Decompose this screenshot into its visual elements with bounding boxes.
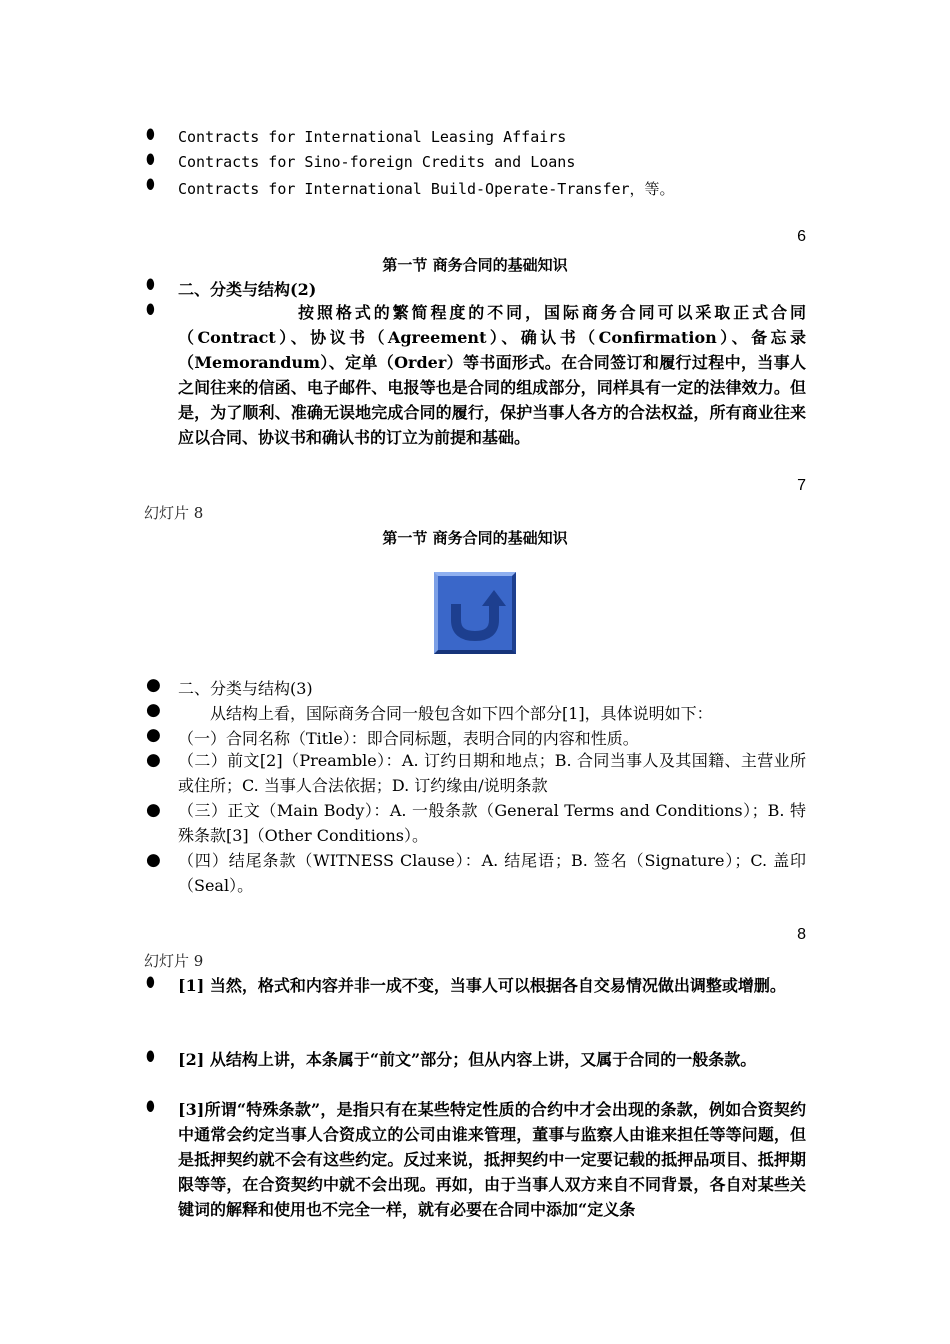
list-item: Contracts for Sino-foreign Credits and Loans xyxy=(178,153,576,171)
bullet: ⬮ xyxy=(146,302,155,318)
list-item: Contracts for International Leasing Affairs xyxy=(178,128,567,146)
bullet: ⬮ xyxy=(146,177,155,193)
list-item: 从结构上看，国际商务合同一般包含如下四个部分[1]，具体说明如下： xyxy=(210,704,713,723)
bullet: ● xyxy=(146,850,161,870)
list-item: （二）前文[2]（Preamble）：A. 订约日期和地点；B. 合同当事人及其国籍、主营业所或住所；C. 当事人合法依据；D. 订约缘由/说明条款 xyxy=(178,751,806,795)
u-turn-arrow-icon xyxy=(434,572,516,654)
page-number: 8 xyxy=(797,926,806,943)
list-item: （一）合同名称（Title）：即合同标题，表明合同的内容和性质。 xyxy=(178,729,639,748)
slide-label: 幻灯片 8 xyxy=(144,504,204,522)
bullet: ● xyxy=(146,750,161,770)
list-item: 二、分类与结构(3) xyxy=(178,679,313,698)
list-item: Contracts for International Build-Operate-Transfer，等。 xyxy=(178,180,675,198)
bullet: ⬮ xyxy=(146,1099,155,1115)
footnote: [2] 从结构上讲，本条属于“前文”部分；但从内容上讲，又属于合同的一般条款。 xyxy=(178,1050,757,1069)
section-heading: 二、分类与结构(2) xyxy=(178,280,317,299)
bullet: ● xyxy=(146,700,161,720)
slide-label: 幻灯片 9 xyxy=(144,952,204,970)
bullet: ● xyxy=(146,725,161,745)
bullet: ⬮ xyxy=(146,975,155,991)
bullet: ⬮ xyxy=(146,152,155,168)
bullet: ● xyxy=(146,675,161,695)
bullet: ⬮ xyxy=(146,127,155,143)
section-title: 第一节 商务合同的基础知识 xyxy=(382,256,568,274)
section-title: 第一节 商务合同的基础知识 xyxy=(382,529,568,547)
body-paragraph: 按照格式的繁简程度的不同，国际商务合同可以采取正式合同（Contract）、协议书（Agreement）、确认书（Confirmation）、备忘录（Memorandum）、定单（Order）等书面形式。在合同签订和履行过程中，当事人之间往来的信函、电子邮件、电报等也是合同的组成部分，同样具有一定的法律效力。但是，为了顺利、准确无误地完成合同的履行，保护当事人各方的合法权益，所有商业往来应以合同、协议书和确认书的订立为前提和基础。 xyxy=(178,303,806,447)
bullet: ● xyxy=(146,800,161,820)
page-number: 6 xyxy=(797,228,806,245)
footnote: [3]所谓“特殊条款”，是指只有在某些特定性质的合约中才会出现的条款，例如合资契约中通常会约定当事人合资成立的公司由谁来管理，董事与监察人由谁来担任等等问题，但是抵押契约就不会有这些约定。反过来说，抵押契约中一定要记载的抵押品项目、抵押期限等等，在合资契约中就不会出现。再如，由于当事人双方来自不同背景，各自对某些关键词的解释和使用也不完全一样，就有必要在合同中添加“定义条 xyxy=(178,1100,806,1219)
bullet: ⬮ xyxy=(146,1049,155,1065)
list-item: （四）结尾条款（WITNESS Clause）：A. 结尾语；B. 签名（Signature）；C. 盖印（Seal）。 xyxy=(178,851,806,895)
page-number: 7 xyxy=(797,477,806,494)
footnote: [1] 当然，格式和内容并非一成不变，当事人可以根据各自交易情况做出调整或增删。 xyxy=(178,976,786,995)
bullet: ⬮ xyxy=(146,277,155,293)
list-item: （三）正文（Main Body）：A. 一般条款（General Terms and Conditions）；B. 特殊条款[3]（Other Conditions）。 xyxy=(178,801,806,845)
